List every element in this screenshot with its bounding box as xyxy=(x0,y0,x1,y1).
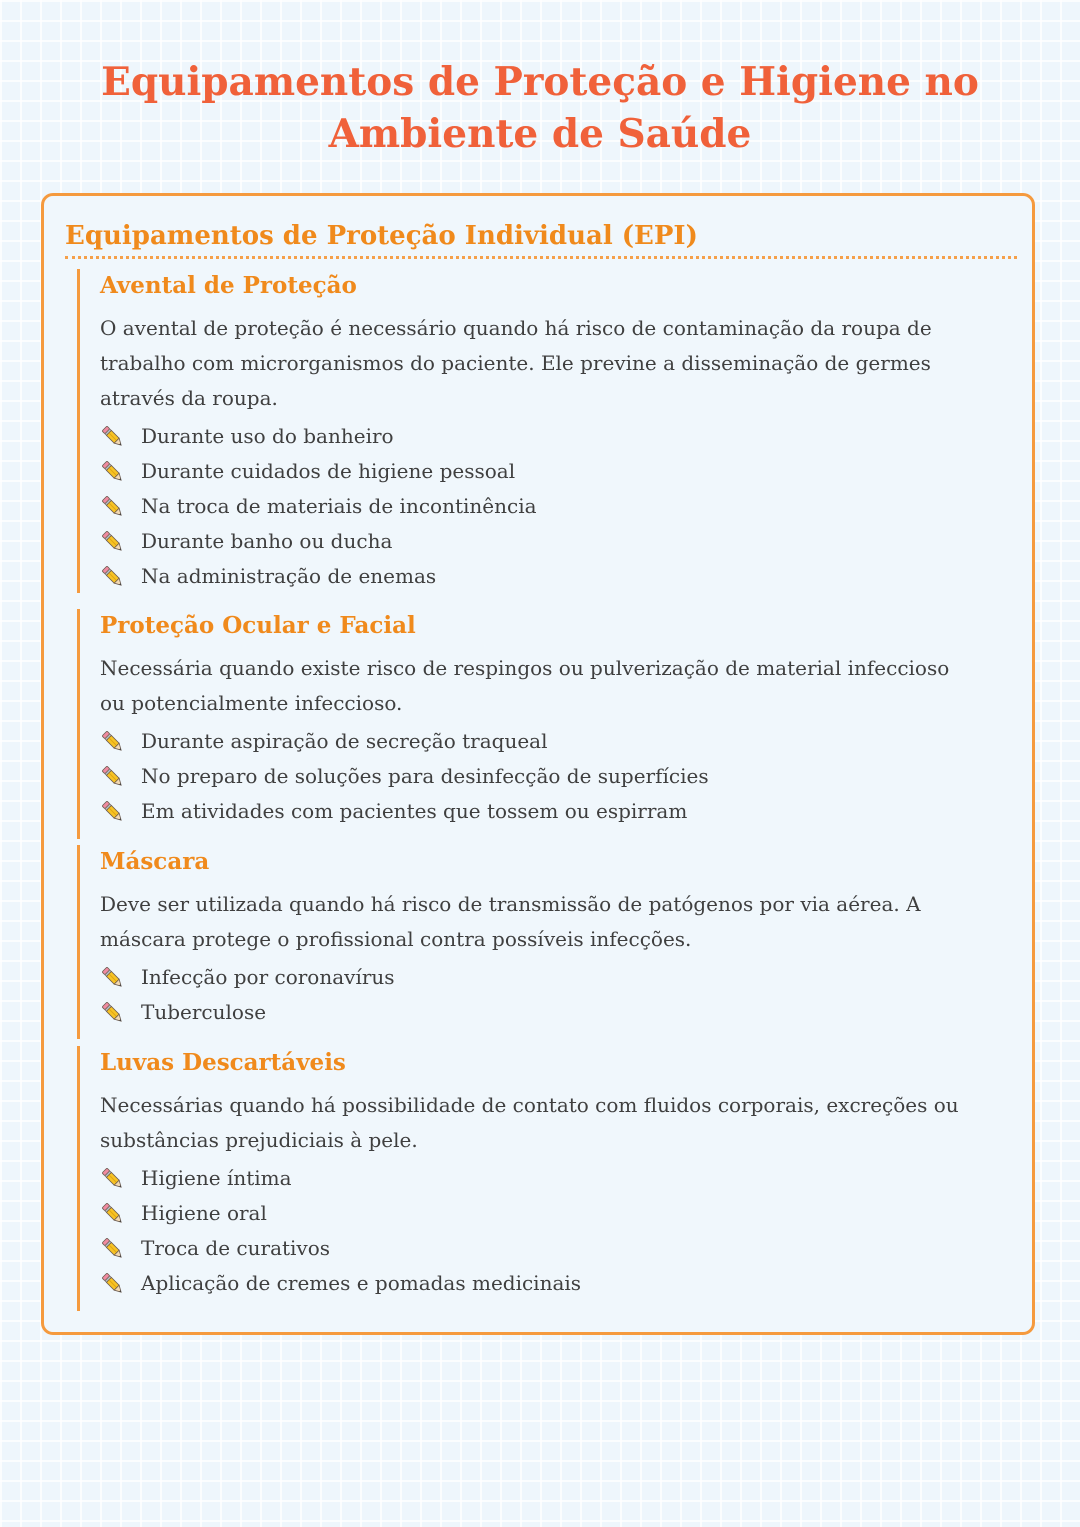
block-description: Necessárias quando há possibilidade de contato com fluidos corporais, excreções ou substâncias prejudiciais à pele. xyxy=(100,1093,959,1152)
list-item xyxy=(100,419,977,454)
block-list xyxy=(100,960,977,1030)
list-item xyxy=(100,995,977,1030)
pencil-icon xyxy=(100,729,126,755)
block-description: Deve ser utilizada quando há risco de transmissão de patógenos por via aérea. A máscara protege o profissional contra possíveis infecções. xyxy=(100,892,921,951)
list-item-text: Durante uso do banheiro xyxy=(141,424,394,448)
epi-card xyxy=(41,193,1035,1335)
dotted-divider xyxy=(65,256,1017,259)
list-item-text: Infecção por coronavírus xyxy=(141,965,395,989)
list-item xyxy=(100,524,977,559)
list-item xyxy=(100,960,977,995)
block-protecao-ocular xyxy=(77,609,977,839)
page-title xyxy=(0,56,1080,160)
pencil-icon xyxy=(100,494,126,520)
block-description: O avental de proteção é necessário quando há risco de contaminação da roupa de trabalho com microrganismos do paciente. Ele previne a disseminação de germes através da roupa. xyxy=(100,316,932,410)
list-item xyxy=(100,724,977,759)
list-item-text: Durante banho ou ducha xyxy=(141,529,393,553)
list-item xyxy=(100,489,977,524)
block-heading: Luvas Descartáveis xyxy=(100,1049,346,1076)
block-list xyxy=(100,724,977,829)
pencil-icon xyxy=(100,1000,126,1026)
list-item xyxy=(100,559,977,594)
pencil-icon xyxy=(100,1271,126,1297)
block-luvas xyxy=(77,1046,977,1311)
list-item xyxy=(100,759,977,794)
pencil-icon xyxy=(100,424,126,450)
block-heading: Máscara xyxy=(100,848,210,875)
list-item-text: Em atividades com pacientes que tossem ou espirram xyxy=(141,799,688,823)
list-item xyxy=(100,1231,977,1266)
list-item xyxy=(100,1196,977,1231)
list-item-text: Higiene íntima xyxy=(141,1166,292,1190)
list-item xyxy=(100,1266,977,1301)
list-item xyxy=(100,454,977,489)
block-list xyxy=(100,419,977,594)
block-mascara xyxy=(77,845,977,1039)
block-heading: Proteção Ocular e Facial xyxy=(100,612,416,639)
list-item-text: Na troca de materiais de incontinência xyxy=(141,494,537,518)
list-item xyxy=(100,794,977,829)
pencil-icon xyxy=(100,1236,126,1262)
pencil-icon xyxy=(100,1166,126,1192)
pencil-icon xyxy=(100,459,126,485)
pencil-icon xyxy=(100,529,126,555)
pencil-icon xyxy=(100,564,126,590)
list-item-text: Durante aspiração de secreção traqueal xyxy=(141,729,548,753)
list-item-text: Tuberculose xyxy=(141,1000,267,1024)
pencil-icon xyxy=(100,1201,126,1227)
list-item-text: Troca de curativos xyxy=(141,1236,331,1260)
block-list xyxy=(100,1161,977,1301)
block-avental xyxy=(77,269,977,593)
list-item-text: No preparo de soluções para desinfecção de superfícies xyxy=(141,764,709,788)
pencil-icon xyxy=(100,799,126,825)
pencil-icon xyxy=(100,965,126,991)
page-title-line-1: Equipamentos de Proteção e Higiene no xyxy=(101,59,979,105)
block-heading: Avental de Proteção xyxy=(100,272,357,299)
list-item-text: Higiene oral xyxy=(141,1201,267,1225)
section-title: Equipamentos de Proteção Individual (EPI) xyxy=(65,221,698,251)
list-item-text: Na administração de enemas xyxy=(141,564,437,588)
list-item xyxy=(100,1161,977,1196)
page-title-line-2: Ambiente de Saúde xyxy=(328,111,752,157)
block-description: Necessária quando existe risco de respingos ou pulverização de material infeccioso ou potencialmente infeccioso. xyxy=(100,656,950,715)
pencil-icon xyxy=(100,764,126,790)
list-item-text: Aplicação de cremes e pomadas medicinais xyxy=(141,1271,582,1295)
list-item-text: Durante cuidados de higiene pessoal xyxy=(141,459,516,483)
